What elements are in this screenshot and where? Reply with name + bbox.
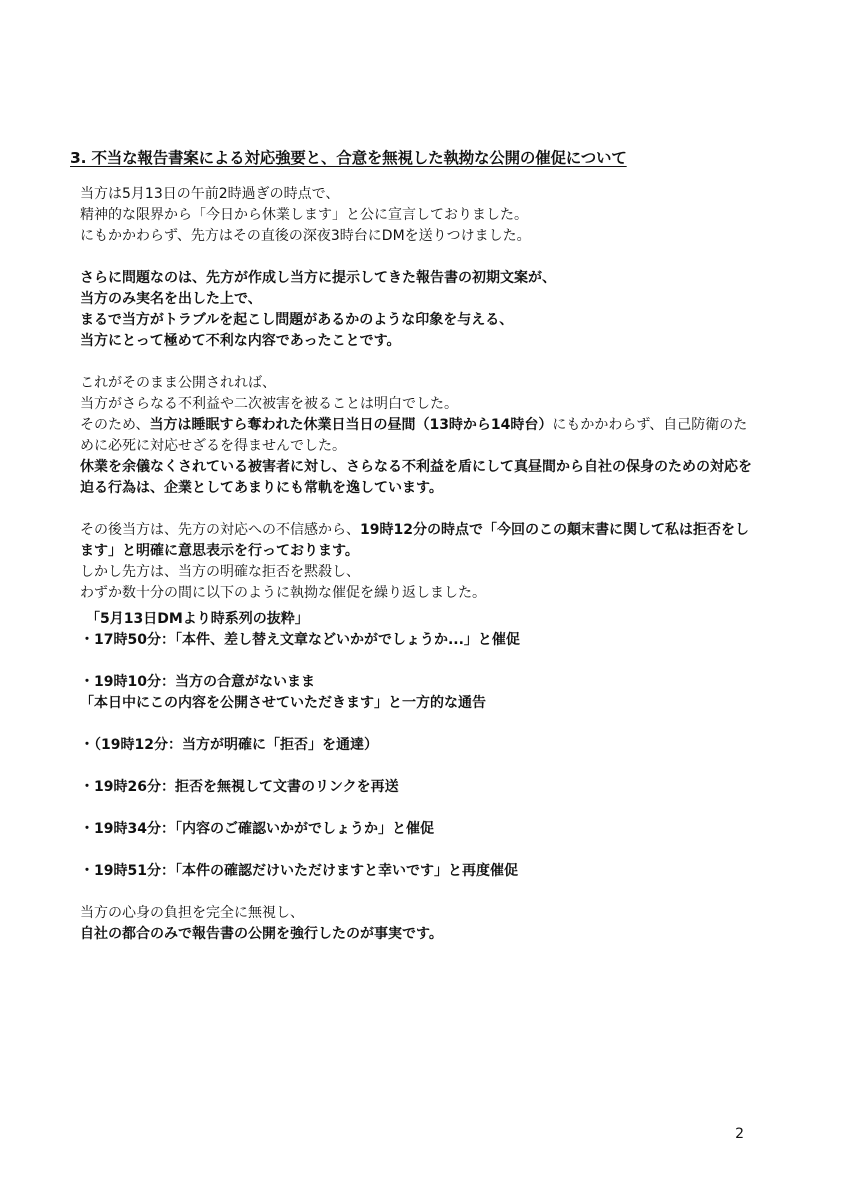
text-line: これがそのまま公開されれば、 bbox=[80, 375, 276, 391]
paragraph-3 bbox=[80, 373, 760, 499]
text-line bbox=[80, 520, 760, 562]
conclusion-paragraph bbox=[80, 903, 760, 945]
bold-text-line: 自社の都合のみで報告書の公開を強行したのが事実です。 bbox=[80, 926, 443, 942]
text-run: にもかかわらず、自己防衛のために必死に対応せざるを得ませんでした。 bbox=[80, 417, 748, 454]
paragraph-2 bbox=[80, 268, 760, 352]
timeline-item: ・17時50分：「本件、差し替え文章などいかがでしょうか...」と催促 bbox=[80, 632, 520, 648]
text-line: 当方がさらなる不利益や二次被害を被ることは明白でした。 bbox=[80, 396, 458, 412]
text-line: 当方のみ実名を出した上で、 bbox=[80, 291, 262, 307]
bold-text-run: 当方は睡眠すら奪われた休業日当日の昼間（13時から14時台） bbox=[149, 417, 553, 433]
timeline-item: ・19時26分：拒否を無視して文書のリンクを再送 bbox=[80, 779, 399, 795]
text-line: さらに問題なのは、先方が作成し当方に提示してきた報告書の初期文案が、 bbox=[80, 270, 556, 286]
page-number: 2 bbox=[735, 1126, 744, 1142]
text-line: しかし先方は、当方の明確な拒否を黙殺し、 bbox=[80, 564, 360, 580]
text-line: 精神的な限界から「今日から休業します」と公に宣言しておりました。 bbox=[80, 207, 528, 223]
text-run: そのため、 bbox=[80, 417, 150, 433]
timeline-list bbox=[80, 609, 760, 882]
text-line: 当方にとって極めて不利な内容であったことです。 bbox=[80, 333, 401, 349]
text-line: 当方の心身の負担を完全に無視し、 bbox=[80, 905, 304, 921]
timeline-item: ・19時51分：「本件の確認だけいただけますと幸いです」と再度催促 bbox=[80, 863, 518, 879]
text-line: まるで当方がトラブルを起こし問題があるかのような印象を与える、 bbox=[80, 312, 514, 328]
text-line bbox=[80, 415, 760, 457]
text-line: にもかかわらず、先方はその直後の深夜3時台にDMを送りつけました。 bbox=[80, 228, 531, 244]
timeline-item-continuation: 「本日中にこの内容を公開させていただきます」と一方的な通告 bbox=[80, 695, 486, 711]
text-line: わずか数十分の間に以下のように執拗な催促を繰り返しました。 bbox=[80, 585, 486, 601]
bold-text-line: 休業を余儀なくされている被害者に対し、さらなる不利益を盾にして真昼間から自社の保身のための対応を迫る行為は、企業としてあまりにも常軌を逸しています。 bbox=[80, 459, 752, 496]
text-line: 当方は5月13日の午前2時過ぎの時点で、 bbox=[80, 186, 340, 202]
paragraph-1 bbox=[80, 184, 760, 247]
timeline-item: ・（19時12分：当方が明確に「拒否」を通達） bbox=[80, 737, 378, 753]
timeline-item: ・19時34分：「内容のご確認いかがでしょうか」と催促 bbox=[80, 821, 434, 837]
bold-text-run: 19時12分の時点で「今回のこの顛末書に関して私は拒否をします」と明確に意思表示を行っております。 bbox=[80, 522, 749, 559]
text-run: その後当方は、先方の対応への不信感から、 bbox=[80, 522, 360, 538]
timeline-title: 「5月13日DMより時系列の抜粋」 bbox=[86, 611, 309, 627]
document-body bbox=[80, 184, 760, 945]
timeline-item: ・19時10分：当方の合意がないまま bbox=[80, 674, 315, 690]
paragraph-4 bbox=[80, 520, 760, 604]
section-heading: 3. 不当な報告書案による対応強要と、合意を無視した執拗な公開の催促について bbox=[70, 149, 627, 167]
